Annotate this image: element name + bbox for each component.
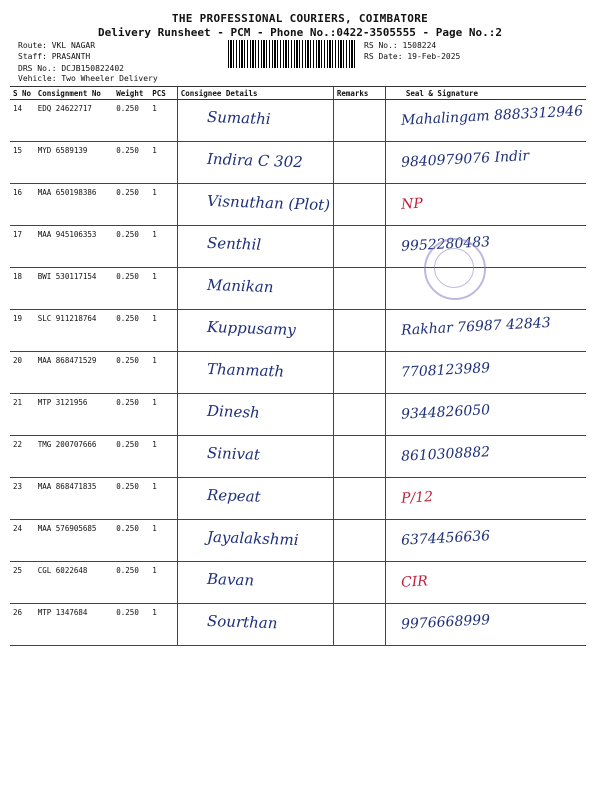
row-pcs: 1 [152,314,157,323]
row-consignment-no-cell [35,604,114,646]
row-signature: Mahalingam 8883312946 [400,103,584,129]
table-row [10,268,586,310]
row-consignment-no-cell [35,310,114,352]
row-consignment-no: MTP 1347684 [37,608,88,617]
row-weight-cell [113,352,149,394]
row-pcs-cell [149,604,177,646]
vehicle-label: Vehicle: Two Wheeler Delivery [18,74,158,83]
row-weight: 0.250 [116,608,139,617]
row-consignment-no: MAA 868471835 [37,482,97,491]
row-sno: 24 [13,524,23,533]
route-label: Route: VKL NAGAR [18,41,96,50]
row-consignment-no: EDQ 24622717 [37,104,92,113]
row-weight: 0.250 [116,314,139,323]
row-consignment-no: CGL 6022648 [37,566,88,575]
row-sno: 22 [13,440,23,449]
row-pcs-cell [149,184,177,226]
row-signature-cell [385,520,586,562]
row-pcs: 1 [152,230,157,239]
row-sno-cell [10,184,35,226]
row-consignment-no-cell [35,562,114,604]
col-pcs: PCS [149,87,177,100]
row-pcs-cell [149,394,177,436]
row-consignment-no-cell [35,394,114,436]
row-pcs-cell [149,478,177,520]
table-row [10,436,586,478]
row-consignee: Sourthan [206,611,278,633]
row-consignment-no: MAA 650198386 [37,188,97,197]
row-consignment-no: MAA 868471529 [37,356,97,365]
row-signature-cell [385,310,586,352]
row-consignee-cell [177,352,333,394]
barcode [228,40,356,68]
row-sno: 19 [13,314,23,323]
row-pcs: 1 [152,272,157,281]
col-consignment: Consignment No [35,87,114,100]
row-consignment-no: MAA 945106353 [37,230,97,239]
row-signature: 6374456636 [400,528,491,549]
runsheet-table [10,86,586,646]
row-pcs-cell [149,310,177,352]
row-consignment-no: MAA 576905685 [37,524,97,533]
row-signature: 8610308882 [400,444,491,465]
row-signature: Rakhar 76987 42843 [400,314,551,339]
row-weight: 0.250 [116,566,139,575]
row-signature-cell [385,604,586,646]
row-consignee: Sumathi [206,107,271,129]
row-consignee-cell [177,226,333,268]
row-pcs-cell [149,226,177,268]
row-signature: NP [400,195,424,213]
row-weight-cell [113,226,149,268]
row-consignment-no-cell [35,142,114,184]
row-weight: 0.250 [116,188,139,197]
row-remarks-cell [333,436,385,478]
row-remarks-cell [333,562,385,604]
row-signature-cell [385,394,586,436]
row-consignee: Visnuthan (Plot) [206,191,331,215]
row-signature-cell [385,100,586,142]
row-pcs: 1 [152,566,157,575]
row-signature: 9952280483 [400,234,491,255]
row-sno: 25 [13,566,23,575]
delivery-seal-stamp [424,238,486,300]
col-signature: Seal & Signature [385,87,586,100]
col-weight: Weight [113,87,149,100]
row-consignee: Bavan [206,569,255,590]
rs-date: RS Date: 19-Feb-2025 [364,52,461,61]
row-remarks-cell [333,310,385,352]
row-sno: 18 [13,272,23,281]
row-consignee: Kuppusamy [206,317,296,339]
row-consignee-cell [177,184,333,226]
row-weight: 0.250 [116,482,139,491]
row-weight-cell [113,394,149,436]
row-pcs: 1 [152,146,157,155]
row-consignment-no-cell [35,184,114,226]
table-row [10,310,586,352]
row-consignee-cell [177,604,333,646]
row-sno-cell [10,520,35,562]
row-remarks-cell [333,478,385,520]
row-remarks-cell [333,520,385,562]
row-sno: 17 [13,230,23,239]
row-sno: 26 [13,608,23,617]
row-signature-cell [385,436,586,478]
row-sno-cell [10,226,35,268]
row-consignee-cell [177,268,333,310]
row-pcs: 1 [152,398,157,407]
row-consignee-cell [177,394,333,436]
row-consignment-no-cell [35,478,114,520]
row-signature: 9976668999 [400,612,491,633]
row-pcs-cell [149,520,177,562]
row-weight: 0.250 [116,104,139,113]
table-row [10,100,586,142]
row-consignee: Dinesh [206,401,260,422]
row-sno: 23 [13,482,23,491]
row-sno: 15 [13,146,23,155]
row-pcs: 1 [152,482,157,491]
company-title: THE PROFESSIONAL COURIERS, COIMBATORE [171,12,429,25]
table-row [10,226,586,268]
row-signature: 9344826050 [400,402,491,423]
row-consignee: Indira C 302 [206,149,303,172]
row-weight-cell [113,604,149,646]
row-signature: P/12 [400,489,434,507]
row-pcs: 1 [152,440,157,449]
row-weight-cell [113,142,149,184]
row-remarks-cell [333,268,385,310]
row-signature: CIR [400,573,429,591]
row-weight-cell [113,268,149,310]
row-weight-cell [113,100,149,142]
row-weight: 0.250 [116,146,139,155]
row-sno-cell [10,478,35,520]
row-signature-cell [385,226,586,268]
row-consignee-cell [177,478,333,520]
table-row [10,604,586,646]
row-weight: 0.250 [116,356,139,365]
row-pcs-cell [149,436,177,478]
row-sno: 16 [13,188,23,197]
row-pcs-cell [149,352,177,394]
row-pcs-cell [149,268,177,310]
table-row [10,142,586,184]
row-weight: 0.250 [116,440,139,449]
table-row [10,184,586,226]
row-pcs: 1 [152,608,157,617]
row-sno-cell [10,352,35,394]
row-weight: 0.250 [116,272,139,281]
table-row [10,394,586,436]
table-row [10,352,586,394]
row-signature-cell [385,184,586,226]
row-consignment-no: SLC 911218764 [37,314,97,323]
row-sno-cell [10,436,35,478]
row-pcs-cell [149,100,177,142]
row-consignment-no-cell [35,520,114,562]
row-weight-cell [113,184,149,226]
row-weight-cell [113,478,149,520]
row-sno-cell [10,268,35,310]
col-sno: S No [10,87,35,100]
row-signature-cell [385,478,586,520]
row-sno: 14 [13,104,23,113]
row-pcs: 1 [152,188,157,197]
row-consignee: Manikan [206,275,274,297]
row-pcs: 1 [152,524,157,533]
row-consignee-cell [177,310,333,352]
drs-number: DRS No.: DCJB150822402 [18,64,124,73]
row-signature: 7708123989 [400,360,491,381]
row-signature: 9840979076 Indir [400,148,530,171]
row-consignee-cell [177,142,333,184]
row-weight-cell [113,520,149,562]
row-pcs: 1 [152,356,157,365]
row-remarks-cell [333,394,385,436]
row-consignment-no-cell [35,268,114,310]
row-sno-cell [10,604,35,646]
row-consignment-no-cell [35,436,114,478]
row-signature-cell [385,268,586,310]
row-signature-cell [385,562,586,604]
row-pcs-cell [149,142,177,184]
row-weight-cell [113,436,149,478]
table-row [10,520,586,562]
rs-number: RS No.: 1508224 [364,41,437,50]
row-consignee: Repeat [206,485,261,506]
table-header-row [10,87,586,100]
row-consignee: Senthil [206,233,262,254]
row-consignee-cell [177,436,333,478]
row-weight-cell [113,562,149,604]
row-consignment-no-cell [35,100,114,142]
row-signature-cell [385,352,586,394]
row-sno: 21 [13,398,23,407]
row-consignee-cell [177,520,333,562]
row-signature-cell [385,142,586,184]
row-remarks-cell [333,142,385,184]
col-consignee: Consignee Details [177,87,333,100]
row-consignment-no: MYD 6589139 [37,146,88,155]
runsheet-subtitle: Delivery Runsheet - PCM - Phone No.:0422-3505555 - Page No.:2 [98,26,502,39]
col-remarks: Remarks [333,87,385,100]
table-row [10,562,586,604]
row-weight: 0.250 [116,524,139,533]
row-weight: 0.250 [116,398,139,407]
row-remarks-cell [333,100,385,142]
row-consignee: Sinivat [206,443,261,464]
row-sno-cell [10,394,35,436]
row-remarks-cell [333,604,385,646]
row-weight: 0.250 [116,230,139,239]
row-consignment-no-cell [35,352,114,394]
staff-label: Staff: PRASANTH [18,52,91,61]
row-sno-cell [10,310,35,352]
table-row [10,478,586,520]
row-sno-cell [10,100,35,142]
row-pcs-cell [149,562,177,604]
row-remarks-cell [333,352,385,394]
row-sno-cell [10,142,35,184]
row-remarks-cell [333,226,385,268]
row-sno: 20 [13,356,23,365]
row-weight-cell [113,310,149,352]
row-consignee: Jayalakshmi [206,527,299,550]
row-consignment-no: MTP 3121956 [37,398,88,407]
row-consignment-no: TMG 200707666 [37,440,97,449]
row-remarks-cell [333,184,385,226]
row-consignee-cell [177,100,333,142]
row-consignment-no-cell [35,226,114,268]
row-pcs: 1 [152,104,157,113]
row-consignment-no: BWI 530117154 [37,272,97,281]
row-consignee: Thanmath [206,359,285,381]
row-consignee-cell [177,562,333,604]
row-sno-cell [10,562,35,604]
